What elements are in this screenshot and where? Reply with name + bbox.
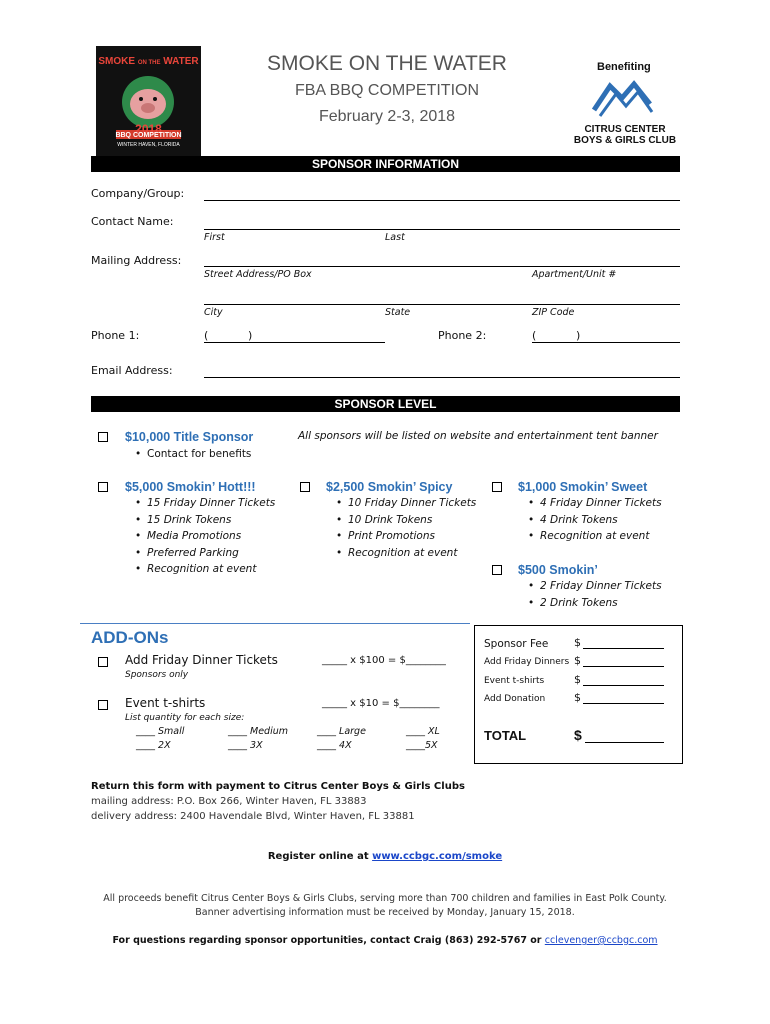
questions-text: For questions regarding sponsor opportunities, contact Craig (863) 292-5767 or xyxy=(112,935,545,946)
register-link[interactable]: www.ccbgc.com/smoke xyxy=(372,851,503,862)
list-item: • 2 Friday Dinner Tickets xyxy=(528,578,662,595)
friday-dinners-field[interactable] xyxy=(583,666,664,667)
contact-name-field[interactable] xyxy=(204,229,680,230)
company-label: Company/Group: xyxy=(91,187,185,200)
phone1-paren-open: ( xyxy=(204,329,209,342)
smokin-500-checkbox[interactable] xyxy=(492,565,502,575)
title-sponsor-label: $10,000 Title Sponsor xyxy=(125,430,254,444)
list-item: • 10 Friday Dinner Tickets xyxy=(336,495,476,512)
smokin-500-label: $500 Smokin’ xyxy=(518,563,598,577)
donation-label: Add Donation xyxy=(484,694,546,704)
tshirts-calc[interactable]: _____ x $10 = $________ xyxy=(322,698,440,709)
register-line xyxy=(0,851,770,862)
list-item: • Recognition at event xyxy=(528,528,662,545)
first-name-hint: First xyxy=(204,232,225,243)
list-item: • 4 Friday Dinner Tickets xyxy=(528,495,662,512)
tshirts-label: Event t-shirts xyxy=(125,696,206,710)
size-xl[interactable]: ____ XL xyxy=(406,726,440,737)
sponsors-only-note: Sponsors only xyxy=(125,670,189,680)
apartment-hint: Apartment/Unit # xyxy=(532,269,617,280)
tshirts-checkbox[interactable] xyxy=(98,700,108,710)
logo-banner: BBQ COMPETITION xyxy=(115,132,182,139)
street-hint: Street Address/PO Box xyxy=(204,269,312,280)
smokin-spicy-checkbox[interactable] xyxy=(300,482,310,492)
smokin-sweet-benefits xyxy=(528,495,662,545)
list-item: • 2 Drink Tokens xyxy=(528,595,662,612)
phone2-field[interactable] xyxy=(532,342,680,343)
smokin-spicy-benefits xyxy=(336,495,476,561)
list-item: • Print Promotions xyxy=(336,528,476,545)
size-3x[interactable]: ____ 3X xyxy=(228,740,263,751)
dinner-tickets-label: Add Friday Dinner Tickets xyxy=(125,653,278,667)
phone2-label: Phone 2: xyxy=(438,329,487,342)
phone1-label: Phone 1: xyxy=(91,329,140,342)
friday-dinners-dollar: $ xyxy=(574,654,581,667)
smokin-hott-label: $5,000 Smokin’ Hott!!! xyxy=(125,480,256,494)
friday-dinners-label: Add Friday Dinners xyxy=(484,657,570,667)
logo-year: 2018 xyxy=(135,122,162,136)
mailing-label: Mailing Address: xyxy=(91,254,182,267)
sponsor-listing-note: All sponsors will be listed on website and entertainment tent banner xyxy=(298,430,658,442)
club-hands-icon xyxy=(588,76,658,120)
total-dollar: $ xyxy=(574,727,582,743)
list-item: • Recognition at event xyxy=(135,561,275,578)
email-label: Email Address: xyxy=(91,364,173,377)
sponsor-fee-dollar: $ xyxy=(574,636,581,649)
banner-deadline-text: Banner advertising information must be received by Monday, January 15, 2018. xyxy=(195,907,575,918)
title-sponsor-benefits xyxy=(135,446,251,463)
donation-field[interactable] xyxy=(583,703,664,704)
last-name-hint: Last xyxy=(385,232,405,243)
size-5x[interactable]: ____5X xyxy=(406,740,438,751)
club-name-line2: BOYS & GIRLS CLUB xyxy=(573,135,677,146)
event-tshirts-field[interactable] xyxy=(583,685,664,686)
smokin-500-benefits xyxy=(528,578,662,611)
phone2-paren-close: ) xyxy=(576,329,581,342)
size-medium[interactable]: ____ Medium xyxy=(228,726,289,737)
size-2x[interactable]: ____ 2X xyxy=(136,740,171,751)
title-sponsor-checkbox[interactable] xyxy=(98,432,108,442)
event-tshirts-dollar: $ xyxy=(574,673,581,686)
size-4x[interactable]: ____ 4X xyxy=(317,740,352,751)
zip-hint: ZIP Code xyxy=(532,307,575,318)
smokin-hott-benefits xyxy=(135,495,275,578)
contact-email-link[interactable]: cclevenger@ccbgc.com xyxy=(544,935,658,946)
event-title: SMOKE ON THE WATER xyxy=(267,52,507,75)
register-text: Register online at xyxy=(267,851,373,862)
benefiting-label: Benefiting xyxy=(597,61,651,73)
list-item: • 10 Drink Tokens xyxy=(336,512,476,529)
phone2-paren-open: ( xyxy=(532,329,537,342)
dinner-tickets-checkbox[interactable] xyxy=(98,657,108,667)
proceeds-text: All proceeds benefit Citrus Center Boys & Girls Clubs, serving more than 700 children and families in East Polk County. xyxy=(103,893,667,904)
delivery-address-text: delivery address: 2400 Havendale Blvd, Winter Haven, FL 33881 xyxy=(91,811,415,822)
logo-place: WINTER HAVEN, FLORIDA xyxy=(117,142,180,148)
list-item: • Preferred Parking xyxy=(135,545,275,562)
event-subtitle: FBA BBQ COMPETITION xyxy=(294,82,480,99)
smokin-sweet-checkbox[interactable] xyxy=(492,482,502,492)
addons-rule xyxy=(80,623,470,624)
list-item: • 15 Friday Dinner Tickets xyxy=(135,495,275,512)
sponsor-level-bar: SPONSOR LEVEL xyxy=(91,396,680,412)
size-small[interactable]: ____ Small xyxy=(136,726,185,737)
city-state-zip-field[interactable] xyxy=(204,304,680,305)
list-item: • 4 Drink Tokens xyxy=(528,512,662,529)
smokin-sweet-label: $1,000 Smokin’ Sweet xyxy=(518,480,648,494)
boys-girls-club-logo xyxy=(588,76,658,124)
event-tshirts-label: Event t-shirts xyxy=(484,676,545,686)
sponsor-fee-label: Sponsor Fee xyxy=(484,638,549,650)
sponsor-fee-field[interactable] xyxy=(583,648,664,649)
list-item: • Recognition at event xyxy=(336,545,476,562)
list-item: • 15 Drink Tokens xyxy=(135,512,275,529)
smokin-spicy-label: $2,500 Smokin’ Spicy xyxy=(326,480,453,494)
street-address-field[interactable] xyxy=(204,266,680,267)
smokin-hott-checkbox[interactable] xyxy=(98,482,108,492)
phone1-paren-close: ) xyxy=(248,329,253,342)
contact-label: Contact Name: xyxy=(91,215,174,228)
size-large[interactable]: ____ Large xyxy=(317,726,366,737)
email-field[interactable] xyxy=(204,377,680,378)
event-logo xyxy=(96,46,201,156)
logo-line3: WATER xyxy=(163,56,199,67)
list-item: • Contact for benefits xyxy=(135,446,251,463)
size-quantity-note: List quantity for each size: xyxy=(125,713,245,723)
addons-title: ADD-ONs xyxy=(91,628,169,647)
phone1-field[interactable] xyxy=(204,342,385,343)
return-heading: Return this form with payment to Citrus Center Boys & Girls Clubs xyxy=(91,781,465,792)
questions-line xyxy=(0,935,770,946)
list-item: • Media Promotions xyxy=(135,528,275,545)
donation-dollar: $ xyxy=(574,691,581,704)
dinner-tickets-calc[interactable]: _____ x $100 = $________ xyxy=(322,655,446,666)
logo-line1: SMOKE xyxy=(98,56,136,67)
mailing-address-text: mailing address: P.O. Box 266, Winter Haven, FL 33883 xyxy=(91,796,367,807)
logo-line2: ON THE xyxy=(137,60,161,66)
club-name-line1: CITRUS CENTER xyxy=(584,124,666,135)
sponsor-information-bar: SPONSOR INFORMATION xyxy=(91,156,680,172)
total-field[interactable] xyxy=(585,742,664,743)
total-label: TOTAL xyxy=(484,728,527,743)
state-hint: State xyxy=(385,307,411,318)
city-hint: City xyxy=(204,307,223,318)
event-dates: February 2-3, 2018 xyxy=(318,108,456,125)
company-field[interactable] xyxy=(204,200,680,201)
